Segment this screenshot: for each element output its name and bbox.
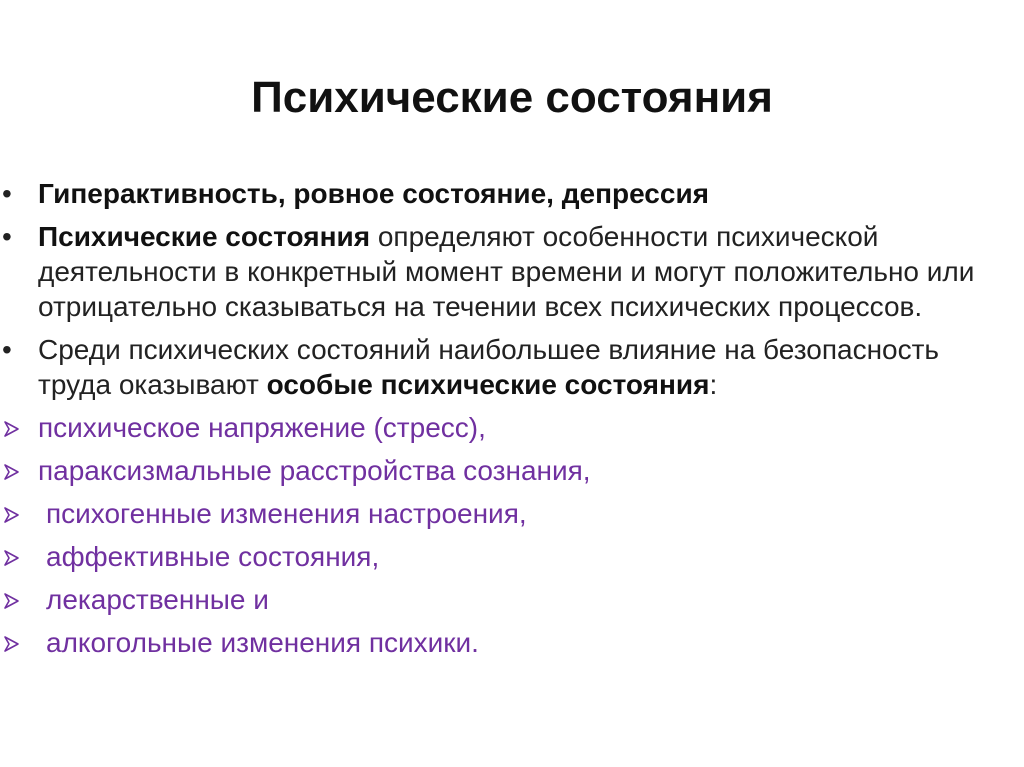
bullet-dot-icon: • <box>2 221 12 252</box>
sub-item <box>0 625 1010 660</box>
sub-item-text: психогенные изменения настроения, <box>46 498 527 529</box>
bullet-bold-text: особые психические состояния <box>266 369 710 400</box>
sub-item-text: алкогольные изменения психики. <box>46 627 479 658</box>
arrow-bullet-icon <box>2 591 22 611</box>
bullet-text: : <box>709 369 718 400</box>
bullet-text: Среди психических состояний наибольшее влияние на безопасность труда оказывают <box>38 334 940 400</box>
bullet-item <box>0 332 1010 402</box>
arrow-bullet-icon <box>2 462 22 482</box>
bullet-item <box>0 176 1010 211</box>
sub-item-text: параксизмальные расстройства сознания, <box>38 455 591 486</box>
arrow-bullet-icon <box>2 548 22 568</box>
bullet-dot-icon: • <box>2 334 12 365</box>
arrow-bullet-icon <box>2 634 22 654</box>
bullet-text: определяют особенности психической деятельности в конкретный момент времени и могут положительно или отрицательно сказываться на течении всех психических процессов. <box>38 221 975 322</box>
bullet-bold-text: Гиперактивность, ровное состояние, депрессия <box>38 178 710 209</box>
sub-item-text: лекарственные и <box>46 584 269 615</box>
sub-item <box>0 539 1010 574</box>
sub-item <box>0 410 1010 445</box>
slide-content <box>0 176 1010 668</box>
arrow-bullet-icon <box>2 505 22 525</box>
bullet-bold-text: Психические состояния <box>38 221 371 252</box>
bullet-dot-icon: • <box>2 178 12 209</box>
bullet-item <box>0 219 1010 324</box>
sub-item-text: психическое напряжение (стресс), <box>38 412 486 443</box>
sub-item <box>0 453 1010 488</box>
slide-title: Психические состояния <box>251 73 773 122</box>
sub-item <box>0 582 1010 617</box>
arrow-bullet-icon <box>2 419 22 439</box>
sub-item <box>0 496 1010 531</box>
sub-item-text: аффективные состояния, <box>46 541 380 572</box>
